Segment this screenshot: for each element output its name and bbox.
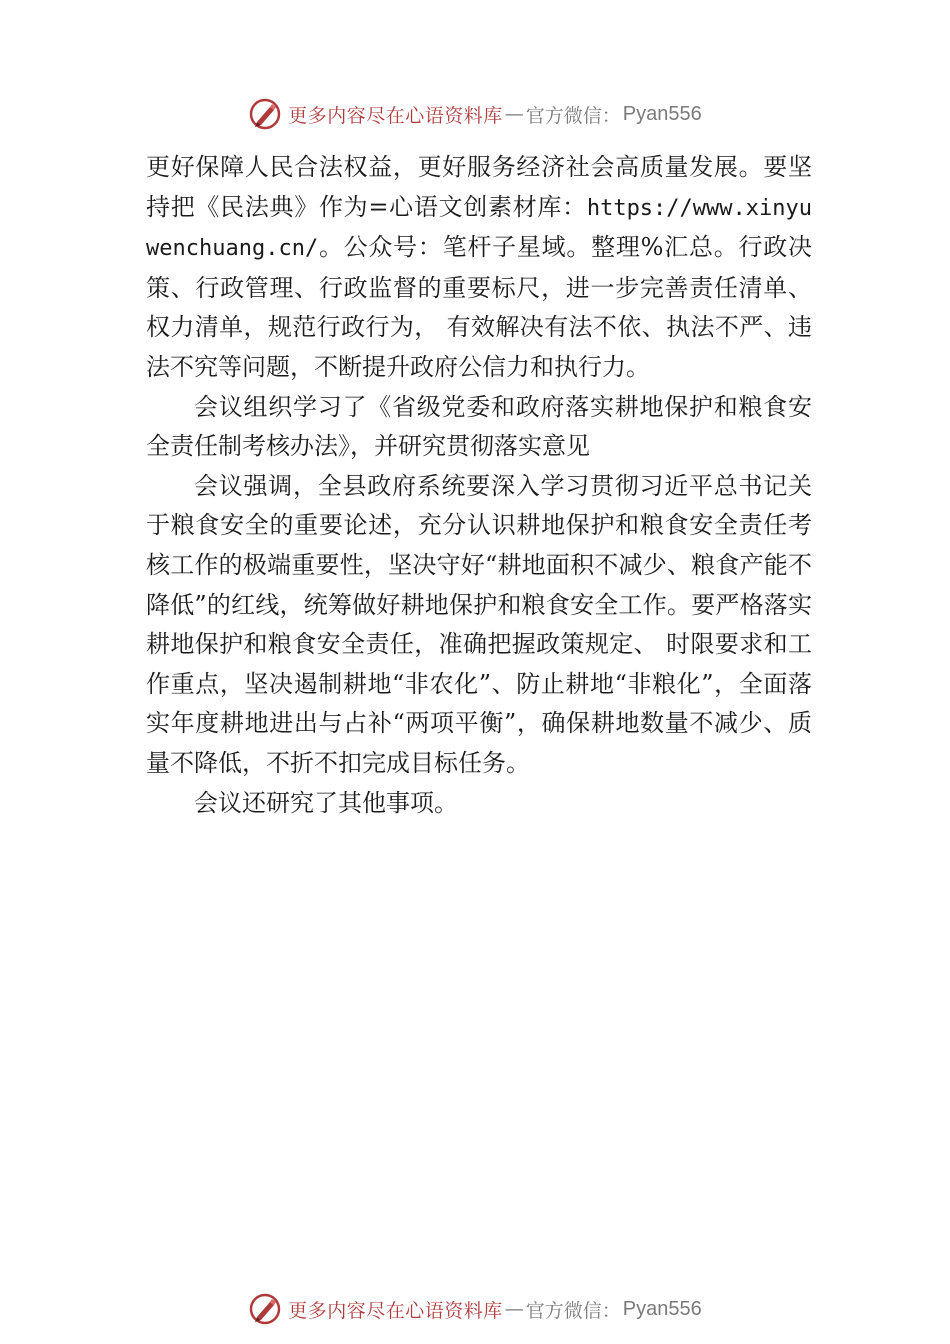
footer-banner-wechat-label: 官方微信： [525,1299,621,1322]
footer-banner [0,1289,950,1329]
paragraph-2: 会议组织学习了《省级党委和政府落实耕地保护和粮食安全责任制考核办法》，并研究贯彻落实意见 [146,392,812,461]
paragraph-1 [146,148,812,388]
paragraph-1-text-b: 。公众号：笔杆子星域。整理%汇总。行政决策、行政管理、行政监督的重要标尺，进一步完善责任清单、权力清单，规范行政行为， 有效解决有法不依、执法不严、违法不究等问题，不断提升政府公信力和执行力。 [146,233,812,381]
paragraph-1-text-a: 更好保障人民合法权益，更好服务经济社会高质量发展。要坚持把《民法典》作为=心语文创素材库： [146,153,812,221]
footer-banner-text: 更多内容尽在心语资料库 [288,1299,503,1322]
paragraph-3: 会议强调，全县政府系统要深入学习贯彻习近平总书记关于粮食安全的重要论述，充分认识耕地保护和粮食安全责任考核工作的极端重要性，坚决守好“耕地面积不减少、粮食产能不降低”的红线，统筹做好耕地保护和粮食安全工作。要严格落实耕地保护和粮食安全责任，准确把握政策规定、 时限要求和工作重点，坚决遏制耕地“非农化”、防止耕地“非粮化”，全面落实年度耕地进出与占补“两项平衡”，确保耕地数量不减少、质量不降低，不折不扣完成目标任务。 [146,471,812,777]
banner-wechat-label: 官方微信： [525,104,621,127]
banner-wechat-id: Pyan556 [622,102,702,125]
banner-separator: — [504,103,524,125]
document-body [146,148,812,823]
header-banner [0,94,950,134]
paragraph-1-url: https://www.xinyuwenchuang.cn/ [146,195,812,262]
footer-banner-wechat-id: Pyan556 [622,1297,702,1320]
pen-logo-icon [248,97,282,131]
paragraph-4: 会议还研究了其他事项。 [194,788,458,817]
banner-text: 更多内容尽在心语资料库 [288,104,503,127]
pen-logo-icon [248,1292,282,1326]
footer-banner-separator: — [504,1298,524,1320]
